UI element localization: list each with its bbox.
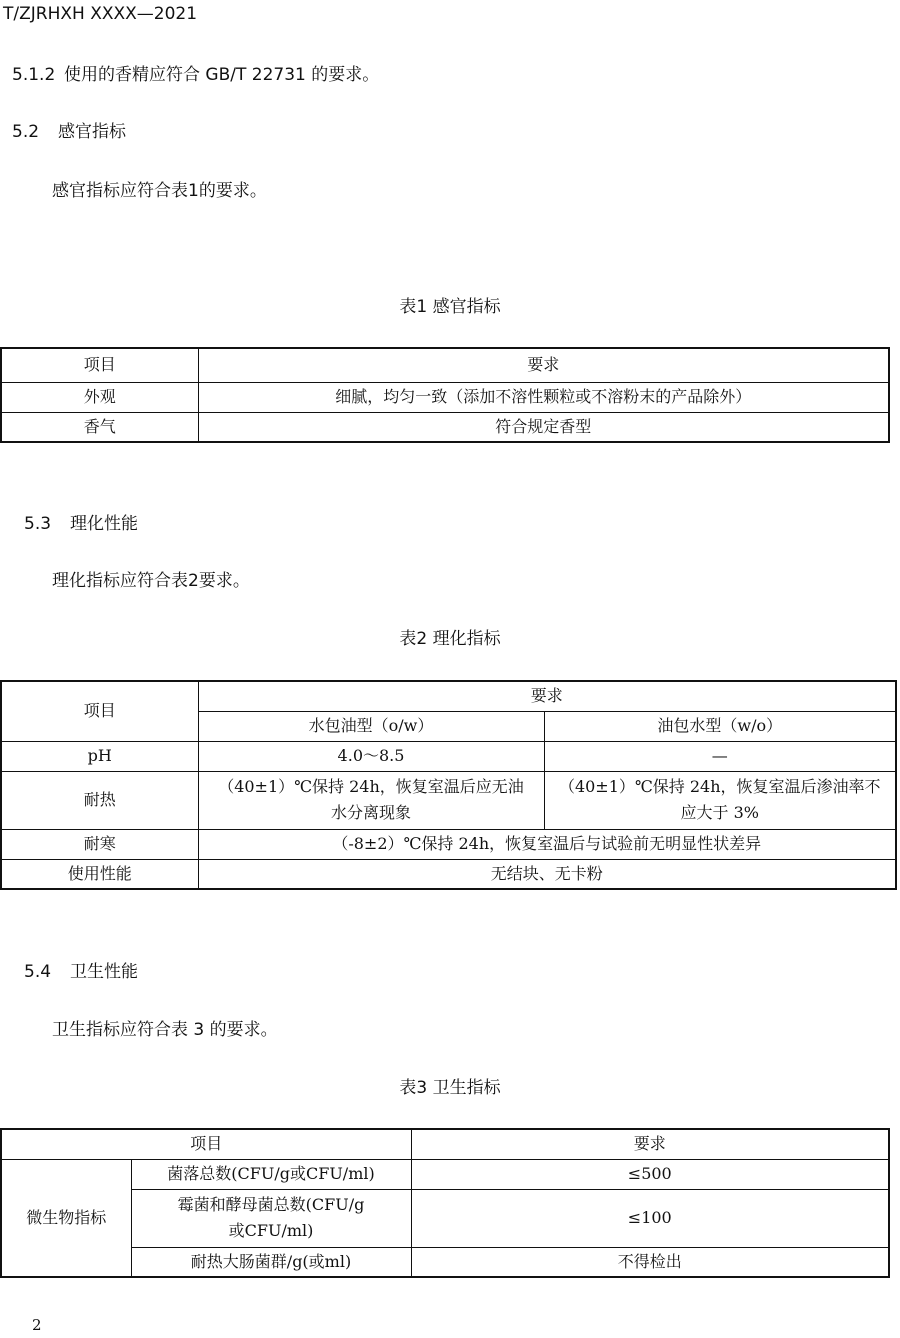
table2-row-ph-ow: 4.0～8.5 bbox=[198, 741, 544, 771]
table2-row-cold-value: （-8±2）℃保持 24h，恢复室温后与试验前无明显性状差异 bbox=[198, 829, 896, 859]
clause-5-2-paragraph: 感官指标应符合表1的要求。 bbox=[52, 181, 267, 201]
table3-row-requirement: ≤500 bbox=[411, 1159, 889, 1189]
clause-5-4-paragraph: 卫生指标应符合表 3 的要求。 bbox=[52, 1020, 278, 1040]
clause-number: 5.4 bbox=[24, 962, 52, 982]
clause-5-2-heading bbox=[12, 117, 126, 142]
table2-caption: 表2 理化指标 bbox=[399, 629, 501, 649]
clause-5-4-heading bbox=[24, 957, 138, 982]
clause-title: 感官指标 bbox=[58, 122, 126, 142]
clause-5-3-paragraph: 理化指标应符合表2要求。 bbox=[52, 571, 250, 591]
table1 bbox=[0, 347, 890, 443]
table2-row-cold-label: 耐寒 bbox=[1, 829, 198, 859]
table1-cell-requirement: 细腻，均匀一致（添加不溶性颗粒或不溶粉末的产品除外） bbox=[198, 382, 889, 412]
table2-row-heat-ow: （40±1）℃保持 24h，恢复室温后应无油水分离现象 bbox=[198, 771, 544, 829]
table3-header-requirement: 要求 bbox=[411, 1129, 889, 1159]
table2-header-requirement: 要求 bbox=[198, 681, 896, 711]
clause-text: 使用的香精应符合 GB/T 22731 的要求。 bbox=[64, 65, 380, 85]
table2-row-heat-label: 耐热 bbox=[1, 771, 198, 829]
clause-number: 5.2 bbox=[12, 122, 40, 142]
table1-cell-item: 香气 bbox=[1, 412, 198, 442]
clause-title: 卫生性能 bbox=[70, 962, 138, 982]
table2 bbox=[0, 680, 897, 890]
table1-caption: 表1 感官指标 bbox=[399, 297, 501, 317]
table2-row-ph-wo: — bbox=[544, 741, 896, 771]
table3-group-label: 微生物指标 bbox=[1, 1159, 131, 1277]
table1-cell-item: 外观 bbox=[1, 382, 198, 412]
clause-5-3-heading bbox=[24, 509, 138, 534]
table2-header-ow: 水包油型（o/w） bbox=[198, 711, 544, 741]
table3-row-item: 菌落总数(CFU/g或CFU/ml) bbox=[131, 1159, 411, 1189]
clause-number: 5.1.2 bbox=[12, 65, 56, 85]
clause-title: 理化性能 bbox=[70, 514, 138, 534]
table2-row-use-label: 使用性能 bbox=[1, 859, 198, 889]
table3 bbox=[0, 1128, 890, 1278]
table3-caption: 表3 卫生指标 bbox=[399, 1078, 501, 1098]
clause-5-1-2 bbox=[12, 60, 379, 85]
table3-row-item: 耐热大肠菌群/g(或ml) bbox=[131, 1247, 411, 1277]
table3-row-requirement: 不得检出 bbox=[411, 1247, 889, 1277]
table1-header-requirement: 要求 bbox=[198, 348, 889, 382]
page-number: 2 bbox=[32, 1316, 42, 1334]
table2-row-heat-wo: （40±1）℃保持 24h，恢复室温后渗油率不应大于 3% bbox=[544, 771, 896, 829]
table2-header-wo: 油包水型（w/o） bbox=[544, 711, 896, 741]
table1-cell-requirement: 符合规定香型 bbox=[198, 412, 889, 442]
table3-row-requirement: ≤100 bbox=[411, 1189, 889, 1247]
clause-number: 5.3 bbox=[24, 514, 52, 534]
table3-header-item: 项目 bbox=[1, 1129, 411, 1159]
table1-header-item: 项目 bbox=[1, 348, 198, 382]
document-code-header: T/ZJRHXH XXXX—2021 bbox=[3, 4, 198, 24]
table2-row-ph-label: pH bbox=[1, 741, 198, 771]
table3-row-item: 霉菌和酵母菌总数(CFU/g或CFU/ml) bbox=[131, 1189, 411, 1247]
table2-row-use-value: 无结块、无卡粉 bbox=[198, 859, 896, 889]
table2-header-item: 项目 bbox=[1, 681, 198, 741]
